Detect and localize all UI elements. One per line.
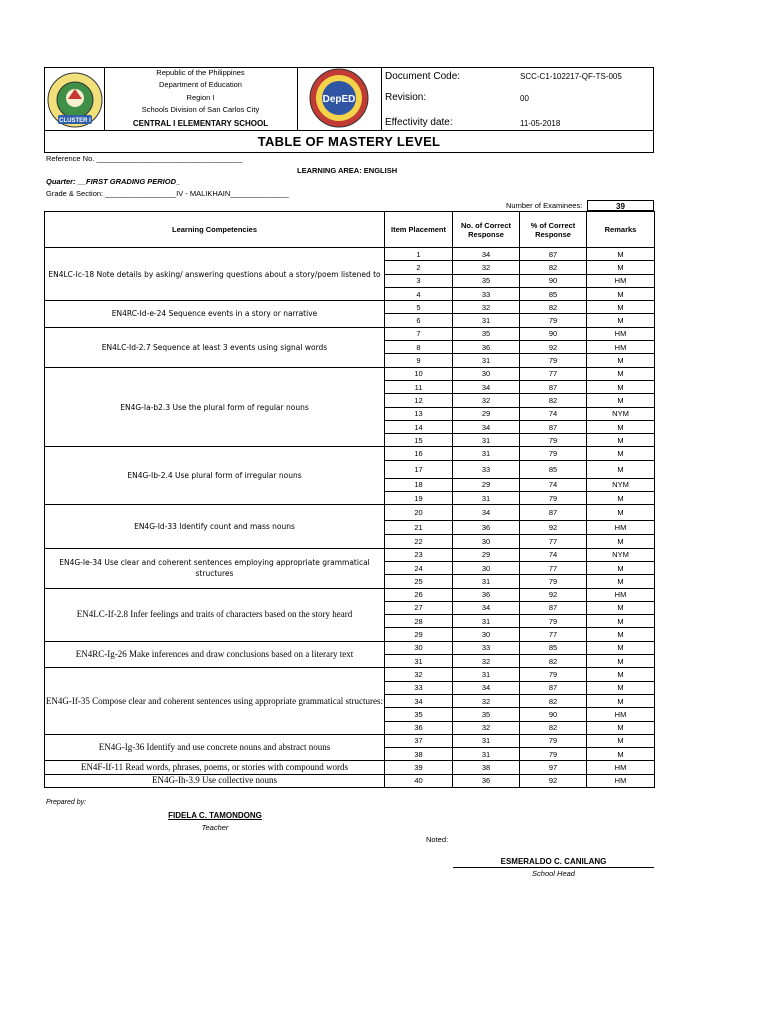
correct-response-cell: 34 [453, 248, 520, 261]
percent-correct-cell: 82 [520, 721, 587, 734]
header-remarks: Remarks [587, 212, 655, 248]
percent-correct-cell: 90 [520, 327, 587, 340]
agency-line-4: Schools Division of San Carlos City [141, 105, 260, 114]
percent-correct-cell: 82 [520, 394, 587, 407]
signature-line [453, 867, 654, 868]
item-placement-cell: 40 [385, 774, 453, 787]
learning-area: LEARNING AREA: ENGLISH [297, 166, 398, 175]
competency-cell: EN4LC-Id-2.7 Sequence at least 3 events using signal words [45, 327, 385, 367]
item-placement-cell: 15 [385, 434, 453, 447]
item-placement-cell: 23 [385, 548, 453, 561]
item-placement-cell: 12 [385, 394, 453, 407]
percent-correct-cell: 92 [520, 521, 587, 535]
correct-response-cell: 31 [453, 668, 520, 681]
remarks-cell: M [587, 601, 655, 614]
correct-response-cell: 34 [453, 681, 520, 694]
correct-response-cell: 35 [453, 327, 520, 340]
remarks-cell: HM [587, 327, 655, 340]
table-row [45, 588, 655, 601]
item-placement-cell: 3 [385, 274, 453, 287]
item-placement-cell: 21 [385, 521, 453, 535]
percent-correct-cell: 82 [520, 261, 587, 274]
table-row [45, 447, 655, 460]
item-placement-cell: 19 [385, 492, 453, 505]
item-placement-cell: 18 [385, 478, 453, 491]
doc-code-value: SCC-C1-102217-QF-TS-005 [520, 72, 622, 81]
remarks-cell: NYM [587, 478, 655, 491]
item-placement-cell: 16 [385, 447, 453, 460]
percent-correct-cell: 87 [520, 681, 587, 694]
table-row [45, 301, 655, 314]
item-placement-cell: 6 [385, 314, 453, 327]
remarks-cell: M [587, 734, 655, 747]
header-percent-correct: % of Correct Response [520, 212, 587, 248]
remarks-cell: M [587, 460, 655, 478]
item-placement-cell: 17 [385, 460, 453, 478]
correct-response-cell: 33 [453, 287, 520, 300]
correct-response-cell: 36 [453, 341, 520, 354]
remarks-cell: M [587, 655, 655, 668]
percent-correct-cell: 92 [520, 774, 587, 787]
percent-correct-cell: 79 [520, 615, 587, 628]
percent-correct-cell: 79 [520, 575, 587, 588]
percent-correct-cell: 87 [520, 380, 587, 393]
remarks-cell: M [587, 287, 655, 300]
remarks-cell: M [587, 505, 655, 521]
correct-response-cell: 36 [453, 521, 520, 535]
remarks-cell: HM [587, 761, 655, 774]
correct-response-cell: 31 [453, 492, 520, 505]
agency-line-3: Region I [186, 93, 215, 102]
correct-response-cell: 32 [453, 721, 520, 734]
revision-label: Revision: [385, 92, 427, 103]
item-placement-cell: 31 [385, 655, 453, 668]
remarks-cell: HM [587, 708, 655, 721]
examinees-label: Number of Examinees: [506, 201, 583, 210]
table-header-row [45, 212, 655, 248]
percent-correct-cell: 74 [520, 407, 587, 420]
remarks-cell: M [587, 248, 655, 261]
remarks-cell: M [587, 561, 655, 574]
remarks-cell: M [587, 694, 655, 707]
teacher-title: Teacher [201, 823, 229, 832]
mastery-table [44, 211, 655, 788]
prepared-by-label: Prepared by: [46, 799, 87, 806]
table-row [45, 774, 655, 787]
correct-response-cell: 36 [453, 774, 520, 787]
percent-correct-cell: 87 [520, 601, 587, 614]
table-row [45, 548, 655, 561]
competency-cell: EN4G-Ig-36 Identify and use concrete nouns and abstract nouns [45, 734, 385, 761]
percent-correct-cell: 74 [520, 478, 587, 491]
correct-response-cell: 35 [453, 274, 520, 287]
item-placement-cell: 4 [385, 287, 453, 300]
header-divider [381, 67, 382, 130]
table-row [45, 248, 655, 261]
percent-correct-cell: 79 [520, 434, 587, 447]
correct-response-cell: 34 [453, 420, 520, 433]
correct-response-cell: 36 [453, 588, 520, 601]
correct-response-cell: 29 [453, 548, 520, 561]
item-placement-cell: 29 [385, 628, 453, 641]
correct-response-cell: 30 [453, 535, 520, 548]
item-placement-cell: 26 [385, 588, 453, 601]
competency-cell: EN4G-Ia-b2.3 Use the plural form of regular nouns [45, 367, 385, 447]
grade-section: Grade & Section: _________________IV - MALIKHAIN______________ [46, 189, 289, 198]
correct-response-cell: 31 [453, 575, 520, 588]
examinees-value: 39 [587, 200, 654, 211]
percent-correct-cell: 77 [520, 367, 587, 380]
percent-correct-cell: 77 [520, 535, 587, 548]
correct-response-cell: 32 [453, 694, 520, 707]
item-placement-cell: 33 [385, 681, 453, 694]
item-placement-cell: 7 [385, 327, 453, 340]
item-placement-cell: 2 [385, 261, 453, 274]
competency-cell: EN4RC-Id-e-24 Sequence events in a story or narrative [45, 301, 385, 328]
agency-line-1: Republic of the Philippines [156, 68, 245, 77]
percent-correct-cell: 79 [520, 314, 587, 327]
percent-correct-cell: 97 [520, 761, 587, 774]
school-head-title: School Head [532, 869, 575, 878]
correct-response-cell: 31 [453, 615, 520, 628]
remarks-cell: M [587, 681, 655, 694]
competency-cell: EN4LC-If-2.8 Infer feelings and traits of characters based on the story heard [45, 588, 385, 641]
doc-code-label: Document Code: [385, 71, 461, 82]
percent-correct-cell: 90 [520, 708, 587, 721]
remarks-cell: NYM [587, 548, 655, 561]
correct-response-cell: 33 [453, 460, 520, 478]
correct-response-cell: 30 [453, 367, 520, 380]
remarks-cell: HM [587, 274, 655, 287]
remarks-cell: M [587, 261, 655, 274]
item-placement-cell: 10 [385, 367, 453, 380]
percent-correct-cell: 77 [520, 628, 587, 641]
table-row [45, 641, 655, 654]
table-row [45, 761, 655, 774]
table-row [45, 505, 655, 521]
remarks-cell: M [587, 535, 655, 548]
header-correct-response: No. of Correct Response [453, 212, 520, 248]
remarks-cell: M [587, 492, 655, 505]
percent-correct-cell: 74 [520, 548, 587, 561]
form-title: TABLE OF MASTERY LEVEL [257, 134, 441, 149]
competency-cell: EN4G-If-35 Compose clear and coherent sentences using appropriate grammatical structures: [45, 668, 385, 734]
correct-response-cell: 32 [453, 261, 520, 274]
correct-response-cell: 32 [453, 655, 520, 668]
competency-cell: EN4LC-Ic-18 Note details by asking/ answering questions about a story/poem listened to [45, 248, 385, 301]
remarks-cell: M [587, 354, 655, 367]
remarks-cell: M [587, 420, 655, 433]
competency-cell: EN4G-Ib-2.4 Use plural form of irregular nouns [45, 447, 385, 505]
remarks-cell: M [587, 447, 655, 460]
percent-correct-cell: 82 [520, 655, 587, 668]
svg-text:DepED: DepED [322, 94, 356, 105]
item-placement-cell: 32 [385, 668, 453, 681]
remarks-cell: M [587, 434, 655, 447]
percent-correct-cell: 82 [520, 694, 587, 707]
item-placement-cell: 5 [385, 301, 453, 314]
percent-correct-cell: 92 [520, 588, 587, 601]
item-placement-cell: 28 [385, 615, 453, 628]
percent-correct-cell: 79 [520, 354, 587, 367]
correct-response-cell: 29 [453, 478, 520, 491]
item-placement-cell: 22 [385, 535, 453, 548]
percent-correct-cell: 79 [520, 668, 587, 681]
percent-correct-cell: 85 [520, 641, 587, 654]
percent-correct-cell: 87 [520, 248, 587, 261]
effectivity-value: 11-05-2018 [520, 119, 561, 128]
item-placement-cell: 27 [385, 601, 453, 614]
percent-correct-cell: 79 [520, 492, 587, 505]
percent-correct-cell: 85 [520, 287, 587, 300]
percent-correct-cell: 92 [520, 341, 587, 354]
percent-correct-cell: 77 [520, 561, 587, 574]
correct-response-cell: 31 [453, 734, 520, 747]
percent-correct-cell: 90 [520, 274, 587, 287]
item-placement-cell: 35 [385, 708, 453, 721]
competency-cell: EN4G-Id-33 Identify count and mass nouns [45, 505, 385, 548]
quarter: Quarter: __FIRST GRADING PERIOD_ [46, 177, 181, 186]
correct-response-cell: 29 [453, 407, 520, 420]
header-learning-competencies: Learning Competencies [45, 212, 385, 248]
competency-cell: EN4F-If-11 Read words, phrases, poems, or stories with compound words [45, 761, 385, 774]
percent-correct-cell: 87 [520, 420, 587, 433]
item-placement-cell: 30 [385, 641, 453, 654]
reference-no: Reference No. ___________________________________ [46, 154, 243, 163]
item-placement-cell: 8 [385, 341, 453, 354]
correct-response-cell: 31 [453, 748, 520, 761]
item-placement-cell: 14 [385, 420, 453, 433]
item-placement-cell: 38 [385, 748, 453, 761]
item-placement-cell: 11 [385, 380, 453, 393]
remarks-cell: M [587, 641, 655, 654]
school-head-name: ESMERALDO C. CANILANG [500, 857, 607, 866]
percent-correct-cell: 82 [520, 301, 587, 314]
percent-correct-cell: 79 [520, 447, 587, 460]
percent-correct-cell: 85 [520, 460, 587, 478]
competency-cell: EN4G-Ih-3.9 Use collective nouns [45, 774, 385, 787]
table-row [45, 668, 655, 681]
item-placement-cell: 39 [385, 761, 453, 774]
percent-correct-cell: 79 [520, 748, 587, 761]
competency-cell: EN4RC-Ig-26 Make inferences and draw conclusions based on a literary text [45, 641, 385, 668]
teacher-name: FIDELA C. TAMONDONG [168, 811, 262, 820]
competency-cell: EN4G-Ie-34 Use clear and coherent sentences employing appropriate grammatical structures [45, 548, 385, 588]
remarks-cell: M [587, 394, 655, 407]
remarks-cell: M [587, 628, 655, 641]
noted-label: Noted: [426, 835, 449, 844]
correct-response-cell: 35 [453, 708, 520, 721]
correct-response-cell: 31 [453, 447, 520, 460]
remarks-cell: M [587, 301, 655, 314]
remarks-cell: M [587, 721, 655, 734]
remarks-cell: M [587, 367, 655, 380]
remarks-cell: M [587, 668, 655, 681]
item-placement-cell: 13 [385, 407, 453, 420]
correct-response-cell: 32 [453, 301, 520, 314]
item-placement-cell: 25 [385, 575, 453, 588]
item-placement-cell: 36 [385, 721, 453, 734]
item-placement-cell: 37 [385, 734, 453, 747]
item-placement-cell: 34 [385, 694, 453, 707]
header-item-placement: Item Placement [385, 212, 453, 248]
remarks-cell: M [587, 575, 655, 588]
remarks-cell: HM [587, 588, 655, 601]
table-row [45, 367, 655, 380]
item-placement-cell: 20 [385, 505, 453, 521]
table-row [45, 327, 655, 340]
item-placement-cell: 9 [385, 354, 453, 367]
remarks-cell: HM [587, 341, 655, 354]
correct-response-cell: 32 [453, 394, 520, 407]
remarks-cell: NYM [587, 407, 655, 420]
remarks-cell: HM [587, 774, 655, 787]
remarks-cell: M [587, 314, 655, 327]
correct-response-cell: 38 [453, 761, 520, 774]
correct-response-cell: 34 [453, 601, 520, 614]
remarks-cell: HM [587, 521, 655, 535]
effectivity-label: Effectivity date: [385, 117, 453, 128]
division-seal-logo [46, 69, 104, 131]
revision-value: 00 [520, 94, 529, 103]
item-placement-cell: 1 [385, 248, 453, 261]
percent-correct-cell: 87 [520, 505, 587, 521]
correct-response-cell: 31 [453, 314, 520, 327]
deped-seal-logo [298, 67, 380, 129]
header-divider [44, 130, 654, 131]
correct-response-cell: 33 [453, 641, 520, 654]
correct-response-cell: 30 [453, 561, 520, 574]
percent-correct-cell: 79 [520, 734, 587, 747]
correct-response-cell: 31 [453, 434, 520, 447]
correct-response-cell: 34 [453, 505, 520, 521]
remarks-cell: M [587, 615, 655, 628]
remarks-cell: M [587, 748, 655, 761]
correct-response-cell: 30 [453, 628, 520, 641]
correct-response-cell: 34 [453, 380, 520, 393]
correct-response-cell: 31 [453, 354, 520, 367]
table-row [45, 734, 655, 747]
school-name: CENTRAL I ELEMENTARY SCHOOL [132, 119, 269, 128]
agency-line-2: Department of Education [159, 80, 242, 89]
remarks-cell: M [587, 380, 655, 393]
svg-text:CLUSTER I: CLUSTER I [59, 118, 91, 124]
item-placement-cell: 24 [385, 561, 453, 574]
